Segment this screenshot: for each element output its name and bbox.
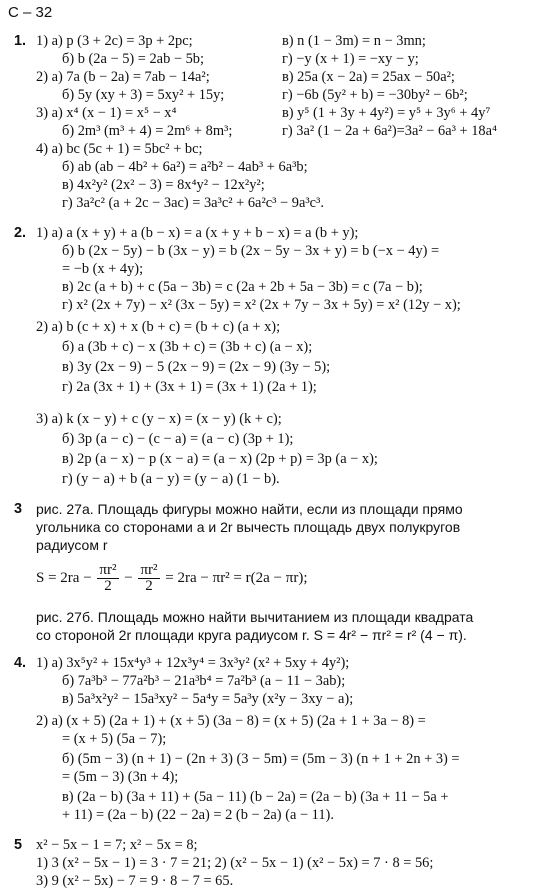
solution-line: в) n (1 − 3m) = n − 3mn;	[282, 33, 426, 49]
formula-suffix: = 2ra − πr² = r(2a − πr);	[165, 569, 308, 586]
solution-line: б) 7a³b³ − 77a²b³ − 21a³b⁴ = 7a²b³ (a − 11 − 3ab);	[62, 673, 346, 689]
solution-line: г) x² (2x + 7y) − x² (3x − 5y) = x² (2x + 7y − 3x + 5y) = x² (12y − x);	[62, 297, 461, 313]
formula-minus: −	[124, 569, 133, 586]
solution-line: = −b (x + 4y);	[62, 261, 144, 277]
area-formula	[36, 563, 307, 594]
solution-line: г) 2a (3x + 1) + (3x + 1) = (3x + 1) (2a + 1);	[62, 379, 317, 395]
solution-line: 1) 3 (x² − 5x − 1) = 3 · 7 = 21; 2) (x² − 5x − 1) (x² − 5x) = 7 · 8 = 56;	[36, 855, 434, 871]
fraction-1-numerator: πr²	[99, 562, 117, 578]
solution-line: 1) а) 3x⁵y² + 15x⁴y³ + 12x³y⁴ = 3x³y² (x² + 5xy + 4y²);	[36, 655, 350, 671]
solution-line: угольника со сторонами a и 2r вычесть площадь двух полукругов	[36, 519, 461, 535]
solution-line: 3) а) k (x − y) + c (y − x) = (x − y) (k + c);	[36, 411, 282, 427]
problem-number: 1.	[14, 33, 27, 49]
solution-line: = (5m − 3) (3n + 4);	[62, 769, 179, 785]
solution-line: в) (2a − b) (3a + 11) + (5a − 11) (b − 2a) = (2a − b) (3a + 11 − 5a +	[62, 789, 449, 805]
problem-number: 2.	[14, 225, 27, 241]
formula-prefix: S = 2ra −	[36, 569, 92, 586]
solution-line: 2) а) (x + 5) (2a + 1) + (x + 5) (3a − 8) = (x + 5) (2a + 1 + 3a − 8) =	[36, 713, 426, 729]
solution-line: в) 4x²y² (2x² − 3) = 8x⁴y² − 12x²y²;	[62, 177, 265, 193]
solution-line: г) (y − a) + b (a − y) = (y − a) (1 − b).	[62, 471, 280, 487]
solution-line: 2) а) 7a (b − 2a) = 7ab − 14a²;	[36, 69, 210, 85]
fraction-2-denominator: 2	[145, 578, 153, 594]
solution-line: со стороной 2r площади круга радиусом r. S = 4r² − πr² = r² (4 − π).	[36, 627, 467, 643]
solution-line: 3) а) x⁴ (x − 1) = x⁵ − x⁴	[36, 105, 177, 121]
solution-line: б) 5y (xy + 3) = 5xy² + 15y;	[62, 87, 225, 103]
solution-line: в) 2p (a − x) − p (x − a) = (a − x) (2p + p) = 3p (a − x);	[62, 451, 378, 467]
solution-line: 1) а) p (3 + 2c) = 3p + 2pc;	[36, 33, 193, 49]
solution-line: 2) а) b (c + x) + x (b + c) = (b + c) (a + x);	[36, 319, 281, 335]
problem-number: 4.	[14, 655, 27, 671]
solution-line: б) ab (ab − 4b² + 6a²) = a²b² − 4ab³ + 6a³b;	[62, 159, 308, 175]
solution-line: С – 32	[8, 4, 53, 21]
solution-line: в) 5a³x²y² − 15a³xy² − 5a⁴y = 5a³y (x²y − 3xy − a);	[62, 691, 354, 707]
fraction-1-denominator: 2	[104, 578, 112, 594]
solution-line: г) −6b (5y² + b) = −30by² − 6b²;	[282, 87, 468, 103]
solution-line: = (x + 5) (5a − 7);	[62, 731, 167, 747]
solution-line: г) −y (x + 1) = −xy − y;	[282, 51, 419, 67]
solution-line: б) b (2a − 5) = 2ab − 5b;	[62, 51, 204, 67]
solution-line: б) a (3b + c) − x (3b + c) = (3b + c) (a − x);	[62, 339, 313, 355]
solution-line: в) 2c (a + b) + c (5a − 3b) = c (2a + 2b + 5a − 3b) = c (7a − b);	[62, 279, 423, 295]
problem-number: 5	[14, 837, 23, 853]
solution-line: в) y⁵ (1 + 3y + 4y²) = y⁵ + 3y⁶ + 4y⁷	[282, 105, 491, 121]
solution-line: в) 3y (2x − 9) − 5 (2x − 9) = (2x − 9) (3y − 5);	[62, 359, 331, 375]
solution-line: б) (5m − 3) (n + 1) − (2n + 3) (3 − 5m) = (5m − 3) (n + 1 + 2n + 3) =	[62, 751, 460, 767]
solution-line: г) 3a²c² (a + 2c − 3ac) = 3a³c² + 6a²c³ − 9a³c³.	[62, 195, 324, 211]
solution-line: б) 3p (a − c) − (c − a) = (a − c) (3p + 1);	[62, 431, 294, 447]
fraction-2	[138, 563, 159, 594]
fraction-2-numerator: πr²	[140, 562, 158, 578]
solution-line: в) 25a (x − 2a) = 25ax − 50a²;	[282, 69, 455, 85]
solution-line: 4) а) bc (5c + 1) = 5bc² + bc;	[36, 141, 203, 157]
fraction-1	[97, 563, 118, 594]
solution-line: рис. 27б. Площадь можно найти вычитанием из площади квадрата	[36, 609, 474, 625]
solution-line: б) 2m³ (m³ + 4) = 2m⁶ + 8m³;	[62, 123, 233, 139]
solution-line: г) 3a² (1 − 2a + 6a²)=3a² − 6a³ + 18a⁴	[282, 123, 497, 139]
problem-number: 3	[14, 501, 23, 517]
solution-line: + 11) = (2a − b) (22 − 2a) = 2 (b − 2a) (a − 11).	[62, 807, 334, 823]
solution-line: рис. 27а. Площадь фигуры можно найти, если из площади прямо	[36, 501, 463, 517]
solution-line: 3) 9 (x² − 5x) − 7 = 9 · 8 − 7 = 65.	[36, 873, 234, 889]
solution-line: 1) а) a (x + y) + a (b − x) = a (x + y + b − x) = a (b + y);	[36, 225, 359, 241]
solution-line: радиусом r	[36, 537, 108, 553]
solution-line: x² − 5x − 1 = 7; x² − 5x = 8;	[36, 837, 198, 853]
solution-line: б) b (2x − 5y) − b (3x − y) = b (2x − 5y − 3x + y) = b (−x − 4y) =	[62, 243, 440, 259]
